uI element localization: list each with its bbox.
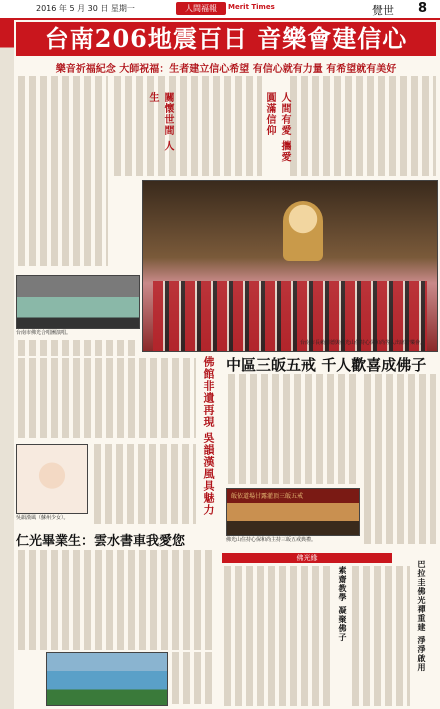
- page-number: 8: [418, 1, 428, 16]
- brand-name: Merit Times: [228, 3, 275, 11]
- painting-photo: [16, 444, 88, 514]
- newspaper-logo: 人間福報: [176, 2, 226, 15]
- graduates-photo: [46, 652, 168, 706]
- box-right-head: 巴拉圭佛光禪重建 淨淨啟用: [417, 560, 426, 672]
- ceremony-body-right: [362, 374, 436, 544]
- art-article-body-2: [92, 444, 196, 524]
- graduates-body-2: [170, 652, 216, 704]
- box-head-1: 素齋教學: [338, 566, 347, 602]
- ceremony-banner: 皈依道場甘露灌頂三皈五戒: [231, 493, 304, 500]
- painting-caption: 吳韻漢風（蘇州少女）。: [16, 515, 69, 521]
- graduates-body: [16, 550, 216, 650]
- main-article-body-lower: [16, 340, 138, 356]
- graduates-headline: 仁光畢業生：雲水書車我愛您: [16, 534, 186, 549]
- publication-date: 2016 年 5 月 30 日 星期一: [36, 4, 135, 13]
- left-margin-strip: [0, 20, 14, 709]
- box-body-right: [350, 566, 410, 706]
- main-headline: 台南206地震百日 音樂會建信心: [16, 22, 436, 56]
- box-body-left: [222, 566, 334, 706]
- buddha-statue: [283, 201, 323, 261]
- art-head-2: 吳韻漢風具魅力: [202, 432, 215, 516]
- stage-photo-caption: 台南市長賴清德與佛光山住持心保和尚等人出席音樂會。: [300, 340, 426, 346]
- art-article-body: [16, 358, 196, 438]
- side-head-1: 關懷世間 人生: [147, 92, 173, 152]
- art-head-1: 佛館非遺再現: [202, 356, 215, 428]
- section-name: 覺世: [372, 4, 394, 17]
- choir-photo-caption: 台南市佛光合唱團演唱。: [16, 330, 72, 336]
- ceremony-headline: 中區三皈五戒 千人歡喜成佛子: [226, 356, 427, 374]
- box-head-2: 凝聚佛子: [338, 606, 347, 642]
- main-article-body-left: [16, 76, 108, 266]
- main-article-body-center: [112, 76, 262, 176]
- ceremony-body-left: [226, 374, 356, 484]
- choir-photo: [16, 275, 140, 329]
- ceremony-photo-caption: 佛光山住持心保和尚主持三皈五戒典禮。: [226, 537, 317, 543]
- side-head-2: 人間有愛 攜愛圓滿信仰: [264, 92, 290, 163]
- ceremony-photo: [226, 488, 360, 536]
- main-subhead: 樂音祈福紀念 大師祝福：生者建立信心希望 有信心就有力量 有希望就有美好: [55, 64, 397, 75]
- box-title: 佛光緣: [222, 553, 392, 563]
- concert-stage-photo: [142, 180, 438, 352]
- main-article-body-right: [288, 76, 436, 176]
